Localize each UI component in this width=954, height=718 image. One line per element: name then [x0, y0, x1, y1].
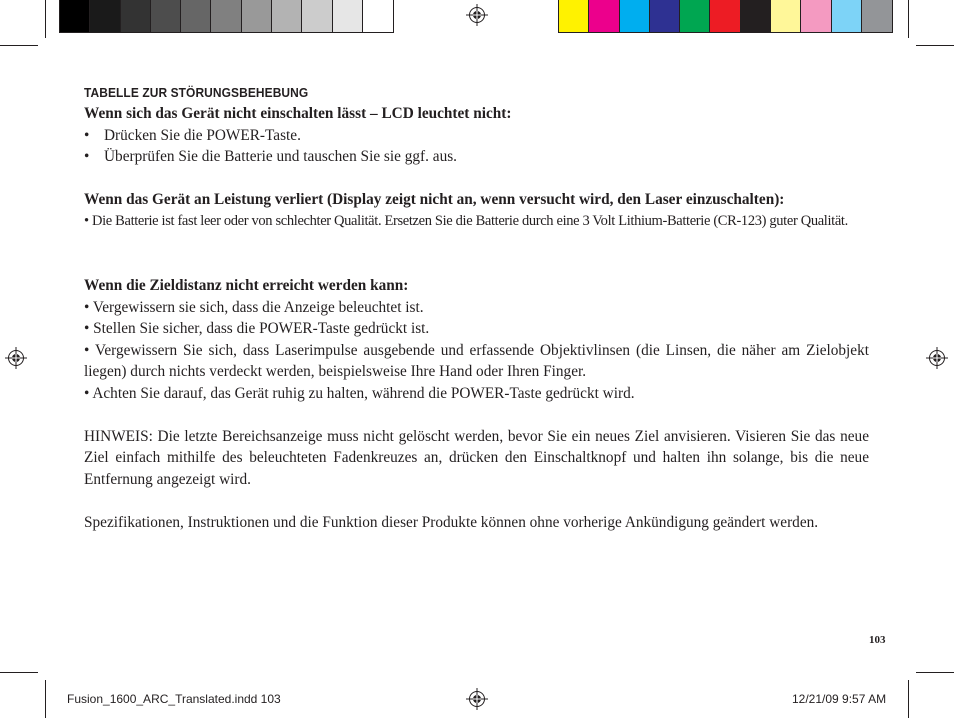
page-number: 103: [869, 634, 886, 646]
section-heading: Wenn die Zieldistanz nicht erreicht werden kann:: [84, 277, 409, 294]
gray-swatch: [272, 0, 302, 32]
document-body: [84, 80, 869, 533]
color-swatch: [620, 0, 650, 32]
paragraph: • Vergewissern sie sich, dass die Anzeige beleuchtet ist.: [84, 298, 424, 316]
color-swatch: [589, 0, 619, 32]
gray-swatch: [333, 0, 363, 32]
color-swatch: [559, 0, 589, 32]
section-heading: Wenn das Gerät an Leistung verliert (Display zeigt nicht an, wenn versucht wird, den Laser einzuschalten):: [84, 191, 785, 208]
section-heading: Wenn sich das Gerät nicht einschalten lässt – LCD leuchtet nicht:: [84, 105, 512, 122]
gray-swatch: [60, 0, 90, 32]
paragraph: • Vergewissern Sie sich, dass Laserimpulse ausgebende und erfassende Objektivlinsen (die Linsen, die näher am Zielobjekt liegen) durch nichts verdeckt werden, beispielsweise Ihre Hand oder Ihren Finger.: [84, 341, 869, 380]
crop-mark: [908, 680, 909, 718]
gray-swatch: [242, 0, 272, 32]
disclaimer-paragraph: Spezifikationen, Instruktionen und die Funktion dieser Produkte können ohne vorherige Ankündigung geändert werden.: [84, 513, 819, 531]
color-swatch: [741, 0, 771, 32]
crop-mark: [908, 0, 909, 38]
color-swatch: [832, 0, 862, 32]
color-swatch: [771, 0, 801, 32]
color-swatch: [862, 0, 892, 32]
gray-color-bar: [59, 0, 394, 33]
process-color-bar: [558, 0, 893, 33]
gray-swatch: [151, 0, 181, 32]
crop-mark: [0, 672, 38, 673]
gray-swatch: [363, 0, 393, 32]
paragraph: • Achten Sie darauf, das Gerät ruhig zu halten, während die POWER-Taste gedrückt wird.: [84, 384, 635, 402]
gray-swatch: [302, 0, 332, 32]
list-item: [84, 146, 869, 168]
crop-mark: [45, 680, 46, 718]
list-item-text: Überprüfen Sie die Batterie und tauschen Sie sie ggf. aus.: [104, 148, 458, 165]
bullet-icon: •: [84, 148, 90, 165]
color-swatch: [801, 0, 831, 32]
gray-swatch: [181, 0, 211, 32]
bullet-icon: •: [84, 126, 90, 144]
gray-swatch: [90, 0, 120, 32]
gray-swatch: [121, 0, 151, 32]
list-item-text: Drücken Sie die POWER-Taste.: [104, 126, 301, 144]
list-item: [84, 125, 869, 147]
page-title: TABELLE ZUR STÖRUNGSBEHEBUNG: [84, 85, 309, 100]
registration-mark-icon: [466, 4, 488, 26]
registration-mark-icon: [5, 347, 27, 369]
paragraph: • Stellen Sie sicher, dass die POWER-Taste gedrückt ist.: [84, 320, 430, 337]
color-swatch: [710, 0, 740, 32]
slug-timestamp: 12/21/09 9:57 AM: [792, 692, 887, 706]
note-paragraph: HINWEIS: Die letzte Bereichsanzeige muss nicht gelöscht werden, bevor Sie ein neues Ziel anvisieren. Visieren Sie das neue Ziel einfach mithilfe des beleuchteten Fadenkreuzes an, drücken den Einschaltknopf und halten ihn solange, bis die neue Entfernung angezeigt wird.: [84, 427, 869, 488]
crop-mark: [0, 45, 38, 46]
crop-mark: [916, 672, 954, 673]
color-swatch: [680, 0, 710, 32]
crop-mark: [45, 0, 46, 38]
slug-filename: Fusion_1600_ARC_Translated.indd 103: [67, 692, 281, 706]
registration-mark-icon: [926, 347, 948, 369]
registration-mark-icon: [466, 688, 488, 710]
color-swatch: [650, 0, 680, 32]
gray-swatch: [211, 0, 241, 32]
paragraph: • Die Batterie ist fast leer oder von schlechter Qualität. Ersetzen Sie die Batterie durch eine 3 Volt Lithium-Batterie (CR-123) guter Qualität.: [84, 212, 848, 229]
crop-mark: [916, 45, 954, 46]
